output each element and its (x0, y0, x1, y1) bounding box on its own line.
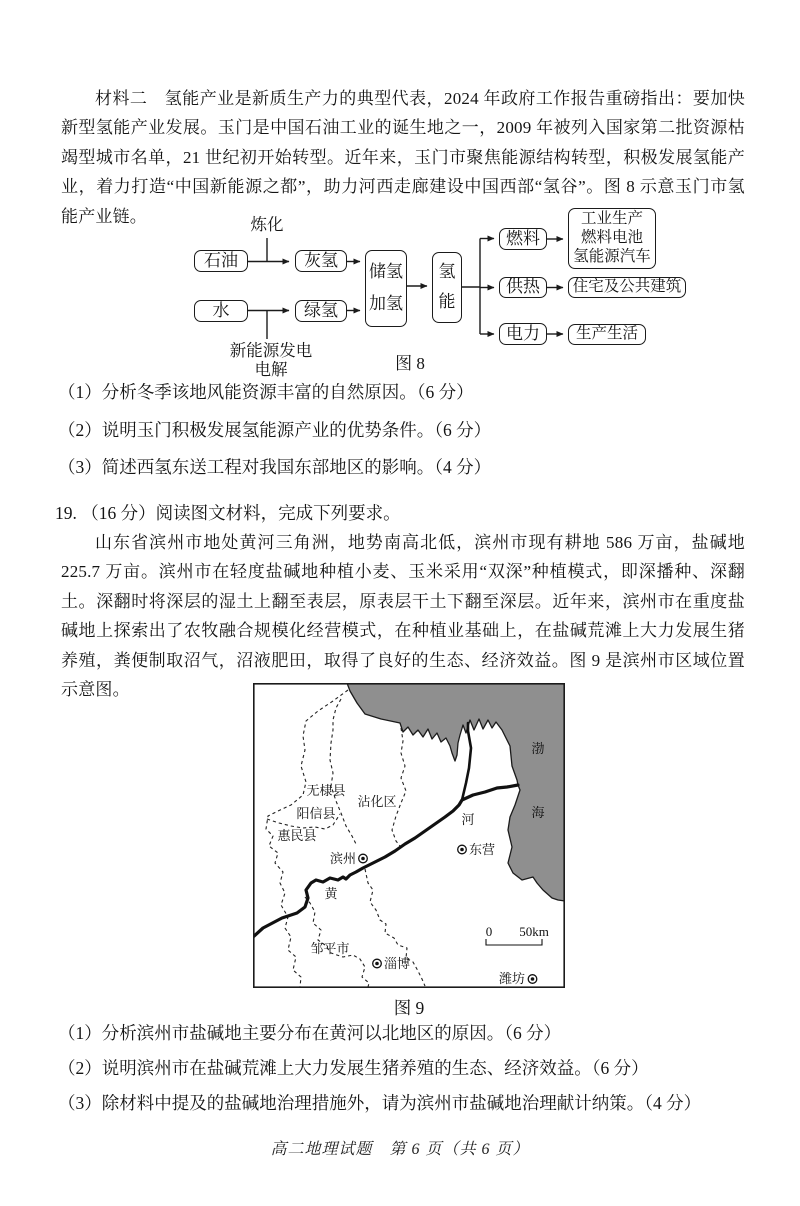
river-distributary-path (462, 723, 471, 800)
refining-label: 炼化 (250, 215, 284, 234)
water-box: 水 (194, 300, 248, 322)
figure-8-flowchart (185, 205, 697, 385)
city-dot-weifang (531, 977, 535, 981)
storage-line1: 储氢 (369, 262, 403, 282)
production-life-box: 生产生活 (568, 324, 646, 345)
hydrogen-char1: 氢 (438, 262, 456, 282)
electrolysis-label: 电解 (254, 360, 288, 379)
figure-9-map (253, 683, 565, 988)
hydrogen-storage-box (365, 250, 407, 327)
electricity-box: 电力 (499, 323, 547, 345)
river-label-huang: 黄 (324, 886, 338, 901)
city-label-weifang: 潍坊 (498, 971, 525, 986)
river-label-he: 河 (461, 812, 475, 827)
storage-line2: 加氢 (369, 294, 403, 314)
bohai-sea-shape (347, 683, 565, 901)
binzhou-region-map (253, 683, 565, 988)
city-label-zibo: 淄博 (384, 956, 411, 971)
question-18-item-2: （2）说明玉门积极发展氢能源产业的优势条件。（6 分） (58, 420, 492, 440)
question-18-item-3: （3）简述西氢东送工程对我国东部地区的影响。（4 分） (58, 457, 492, 477)
industry-line3: 氢能源汽车 (573, 247, 651, 265)
heating-box: 供热 (499, 277, 547, 298)
hydrogen-char2: 能 (438, 292, 456, 312)
industry-line2: 燃料电池 (580, 229, 643, 247)
county-label-wudi: 无棣县 (306, 783, 346, 798)
question-19-item-1: （1）分析滨州市盐碱地主要分布在黄河以北地区的原因。（6 分） (58, 1023, 562, 1043)
hydrogen-energy-box (432, 252, 462, 323)
gray-hydrogen-box: 灰氢 (295, 250, 347, 272)
county-label-zhanhua: 沾化区 (357, 794, 397, 809)
sea-label-bo: 渤 (531, 741, 545, 756)
county-label-zouping: 邹平市 (310, 941, 350, 956)
county-label-yangxin: 阳信县 (296, 806, 336, 821)
fuel-box: 燃料 (499, 228, 547, 250)
zhanhua-east-boundary-dashed (392, 728, 406, 846)
page-footer: 高二地理试题 第 6 页（共 6 页） (270, 1141, 530, 1158)
material-2-paragraph: 材料二 氢能产业是新质生产力的典型代表，2024 年政府工作报告重磅指出：要加快新型氢能产业发展。玉门是中国石油工业的诞生地之一，2009 年被列入国家第二批资源枯竭型城市名单，21 世纪初开始转型。近年来，玉门市聚焦能源结构转型，积极发展氢能产业，着力打造“中国新能源之都”，助力河西走廊建设中国西部“氢谷”。图 8 示意玉门市氢能产业链。 (61, 89, 745, 226)
county-label-huimin: 惠民县 (277, 828, 317, 843)
sea-label-hai: 海 (531, 805, 545, 820)
city-dot-zibo (375, 962, 379, 966)
question-19-header: 19. （16 分）阅读图文材料，完成下列要求。 (55, 503, 401, 523)
green-hydrogen-box: 绿氢 (295, 300, 347, 322)
figure-8-caption: 图 8 (395, 354, 425, 373)
new-energy-power-label: 新能源发电 (229, 341, 313, 360)
city-dot-binzhou (361, 857, 365, 861)
industry-line1: 工业生产 (580, 210, 643, 228)
scale-zero-label: 0 (485, 924, 493, 939)
scale-bar (486, 939, 542, 945)
city-label-dongying: 东营 (469, 842, 496, 857)
question-19-paragraph: 山东省滨州市地处黄河三角洲，地势南高北低，滨州市现有耕地 586 万亩，盐碱地 225.7 万亩。滨州市在轻度盐碱地种植小麦、玉米采用“双深”种植模式，即深播种、深翻土。深翻时将深层的湿土上翻至表层，原表层干土下翻至深层。近年来，滨州市在重度盐碱地上探索出了农牧融合规模化经营模式，在种植业基础上，在盐碱荒滩上大力发展生猪养殖，粪便制取沼气，沼液肥田，取得了良好的生态、经济效益。图 9 是滨州市区域位置示意图。 (61, 533, 745, 700)
industry-uses-box (568, 208, 656, 269)
question-19-item-3: （3）除材料中提及的盐碱地治理措施外，请为滨州市盐碱地治理献计纳策。（4 分） (58, 1093, 702, 1113)
figure-9-caption: 图 9 (393, 998, 425, 1018)
buildings-box: 住宅及公共建筑 (568, 277, 686, 298)
petroleum-box: 石油 (194, 250, 248, 272)
scale-distance-label: 50km (519, 924, 549, 939)
question-18-item-1: （1）分析冬季该地风能资源丰富的自然原因。（6 分） (58, 382, 474, 402)
city-dot-dongying (460, 848, 464, 852)
city-label-binzhou: 滨州 (329, 851, 356, 866)
question-19-item-2: （2）说明滨州市在盐碱荒滩上大力发展生猪养殖的生态、经济效益。（6 分） (58, 1058, 649, 1078)
